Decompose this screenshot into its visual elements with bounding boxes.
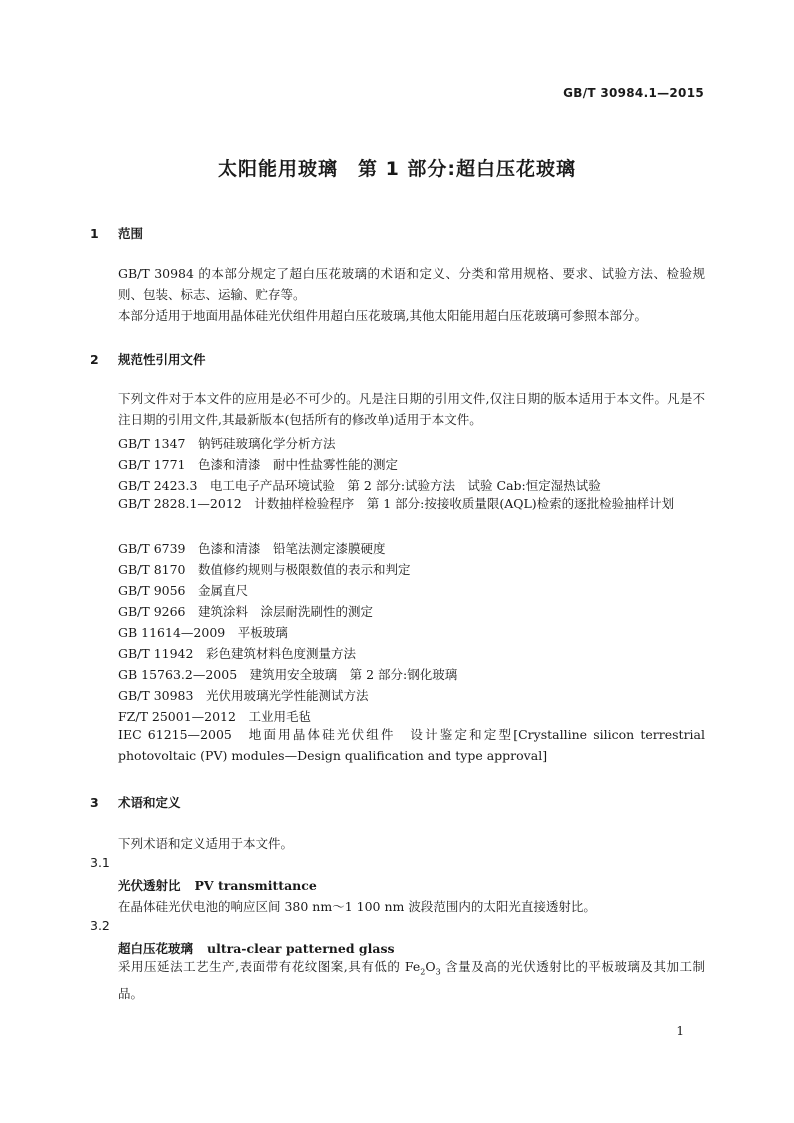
section-2-heading [90,350,206,368]
section-3-intro: 下列术语和定义适用于本文件。 [118,836,294,851]
section-1-para-1 [90,263,705,305]
paragraph-text: 下列文件对于本文件的应用是必不可少的。凡是注日期的引用文件,仅注日期的版本适用于本文件。凡是不注日期的引用文件,其最新版本(包括所有的修改单)适用于本文件。 [118,391,705,427]
term-number: 3.1 [90,855,110,870]
paragraph-text: 本部分适用于地面用晶体硅光伏组件用超白压花玻璃,其他太阳能用超白压花玻璃可参照本部分。 [118,308,647,323]
reference-item: GB/T 9266 建筑涂料 涂层耐洗刷性的测定 [118,604,374,619]
section-number: 2 [90,352,99,367]
reference-item: GB/T 11942 彩色建筑材料色度测量方法 [118,646,356,661]
term-en: ultra-clear patterned glass [207,941,395,956]
definition-part: 含量及高的光伏透射比的平板玻璃及其加工制品。 [118,959,705,1001]
section-2-intro [90,388,705,430]
term-zh: 超白压花玻璃 [118,941,194,956]
reference-item: GB/T 6739 色漆和清漆 铅笔法测定漆膜硬度 [118,541,386,556]
term-heading [118,876,317,894]
section-title: 术语和定义 [118,795,181,810]
reference-item: GB/T 1347 钠钙硅玻璃化学分析方法 [118,436,336,451]
paragraph-text: GB/T 30984 的本部分规定了超白压花玻璃的术语和定义、分类和常用规格、要求、试验方法、检验规则、包装、标志、运输、贮存等。 [118,266,705,302]
section-number: 1 [90,226,99,241]
page-number: 1 [676,1024,684,1038]
definition-part: O [425,959,436,974]
document-title: 太阳能用玻璃 第 1 部分:超白压花玻璃 [217,158,577,180]
reference-item: FZ/T 25001—2012 工业用毛毡 [118,709,311,724]
term-number: 3.2 [90,918,110,933]
section-1-heading [90,224,143,242]
reference-item: GB 15763.2—2005 建筑用安全玻璃 第 2 部分:钢化玻璃 [118,667,458,682]
term-en: PV transmittance [194,878,317,893]
section-number: 3 [90,795,99,810]
reference-item-wrapped [90,724,705,766]
section-1-para-2 [90,305,705,326]
definition-part: 采用压延法工艺生产,表面带有花纹图案,具有低的 Fe [118,959,421,974]
term-definition-wrapped [90,956,705,1004]
section-title: 范围 [118,226,144,241]
subscript: 2 [420,967,426,977]
reference-item: GB/T 1771 色漆和清漆 耐中性盐雾性能的测定 [118,457,399,472]
section-3-heading [90,793,181,811]
subscript: 3 [435,967,441,977]
reference-text: IEC 61215—2005 地面用晶体硅光伏组件 设计鉴定和定型[Crystalline silicon terrestrial photovoltaic (PV) modules—Design qualification and type approval] [118,727,705,763]
reference-item: GB/T 9056 金属直尺 [118,583,249,598]
reference-item: GB 11614—2009 平板玻璃 [118,625,288,640]
term-definition: 在晶体硅光伏电池的响应区间 380 nm～1 100 nm 波段范围内的太阳光直接透射比。 [118,899,596,914]
reference-text: GB/T 2828.1—2012 计数抽样检验程序 第 1 部分:按接收质量限(AQL)检索的逐批检验抽样计划 [118,496,675,511]
reference-item: GB/T 2423.3 电工电子产品环境试验 第 2 部分:试验方法 试验 Cab:恒定湿热试验 [118,478,601,493]
term-zh: 光伏透射比 [118,878,181,893]
reference-item: GB/T 30983 光伏用玻璃光学性能测试方法 [118,688,369,703]
reference-item: GB/T 8170 数值修约规则与极限数值的表示和判定 [118,562,411,577]
term-definition-text [90,956,705,1004]
reference-item-wrapped [90,493,705,514]
term-heading [118,939,395,957]
section-title: 规范性引用文件 [118,352,206,367]
standard-number-header: GB/T 30984.1—2015 [563,86,704,100]
